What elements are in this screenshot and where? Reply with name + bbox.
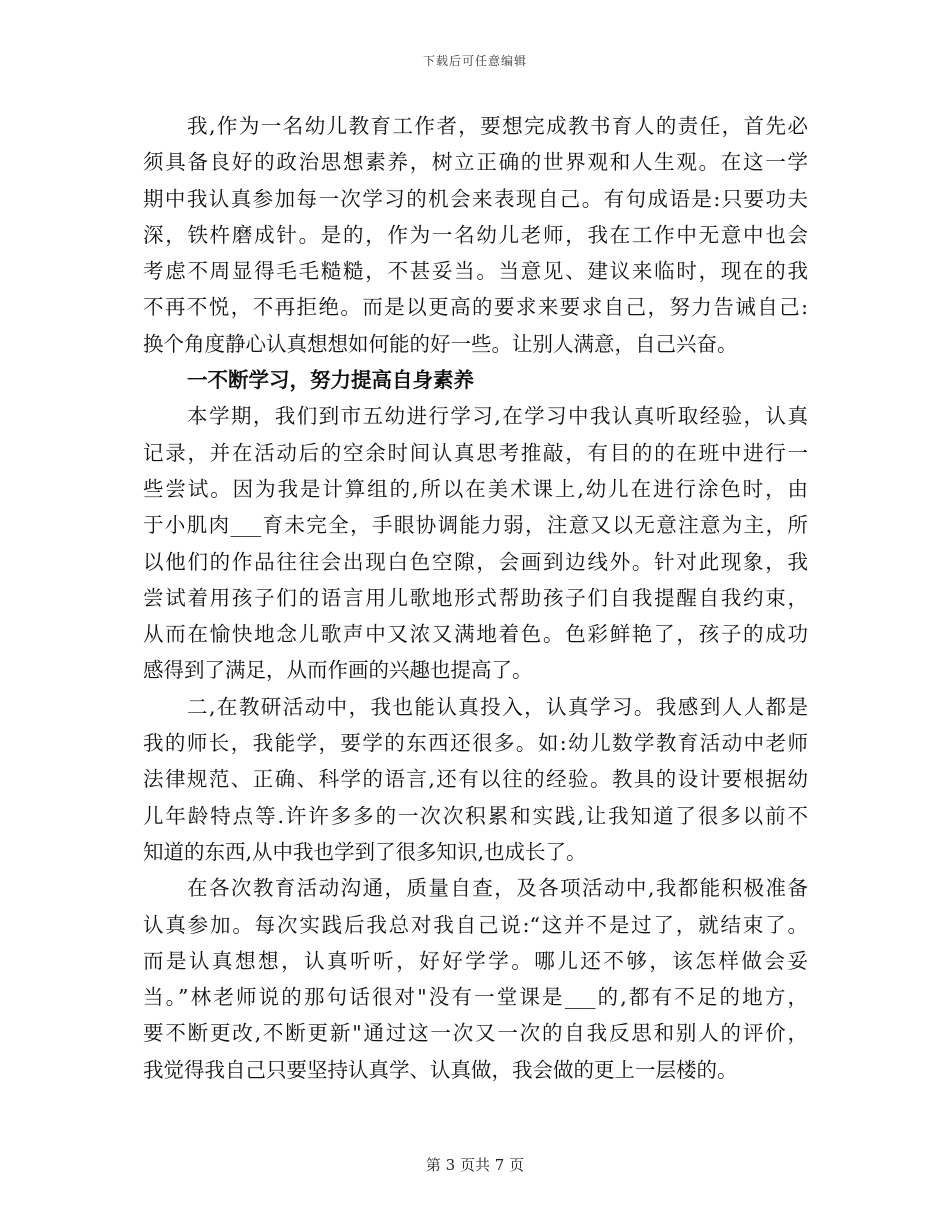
text-line: 深，铁杵磨成针。是的，作为一名幼儿老师，我在工作中无意中也会 — [143, 222, 808, 247]
text-line: 我觉得我自己只要坚持认真学、认真做，我会做的更上一层楼的。 — [143, 1057, 738, 1082]
text-line: 换个角度静心认真想想如何能的好一些。让别人满意，自己兴奋。 — [143, 331, 738, 356]
text-line: 知道的东西,从中我也学到了很多知识,也成长了。 — [143, 839, 587, 864]
page-header-note: 下载后可任意编辑 — [422, 54, 527, 68]
text-line: 要不断更改,不断更新"通过这一次又一次的自我反思和别人的评价， — [143, 1021, 808, 1046]
text-line: 以他们的作品往往会出现白色空隙，会画到边线外。针对此现象，我 — [143, 549, 808, 574]
text-line: 二,在教研活动中，我也能认真投入，认真学习。我感到人人都是 — [187, 694, 808, 719]
text-line: 法律规范、正确、科学的语言,还有以往的经验。教具的设计要根据幼 — [143, 767, 808, 792]
text-line: 我,作为一名幼儿教育工作者，要想完成教书育人的责任，首先必 — [187, 114, 808, 138]
text-line: 须具备良好的政治思想素养，树立正确的世界观和人生观。在这一学 — [143, 150, 808, 175]
text-line: 于小肌肉___育未完全，手眼协调能力弱，注意又以无意注意为主，所 — [143, 513, 808, 538]
text-line: 认真参加。每次实践后我总对我自己说:“这并不是过了，就结束了。 — [143, 912, 808, 937]
text-line: 儿年龄特点等.许许多多的一次次积累和实践,让我知道了很多以前不 — [143, 803, 808, 828]
text-line: 尝试着用孩子们的语言用儿歌地形式帮助孩子们自我提醒自我约束， — [143, 585, 808, 610]
text-line: 我的师长，我能学，要学的东西还很多。如:幼儿数学教育活动中老师 — [143, 731, 808, 756]
document-body — [143, 108, 808, 1088]
page-number: 第 3 页共 7 页 — [425, 1156, 525, 1174]
text-line: 不再不悦，不再拒绝。而是以更高的要求来要求自己，努力告诫自己: — [143, 295, 808, 320]
text-line: 在各次教育活动沟通，质量自查，及各项活动中,我都能积极准备 — [187, 876, 808, 901]
text-line: 记录，并在活动后的空余时间认真思考推敲，有目的的在班中进行一 — [143, 440, 808, 465]
text-line: 而是认真想想，认真听听，好好学学。哪儿还不够，该怎样做会妥 — [143, 948, 808, 973]
text-line: 感得到了满足，从而作画的兴趣也提高了。 — [143, 658, 533, 683]
text-line: 当。”林老师说的那句话很对"没有一堂课是___的,都有不足的地方， — [143, 985, 808, 1010]
text-line: 考虑不周显得毛毛糙糙，不甚妥当。当意见、建议来临时，现在的我 — [143, 259, 808, 284]
section-heading: 一不断学习，努力提高自身素养 — [187, 368, 474, 393]
text-line: 些尝试。因为我是计算组的,所以在美术课上,幼儿在进行涂色时，由 — [143, 476, 808, 501]
text-line: 本学期，我们到市五幼进行学习,在学习中我认真听取经验，认真 — [187, 404, 808, 429]
text-line: 期中我认真参加每一次学习的机会来表现自己。有句成语是:只要功夫 — [143, 186, 808, 211]
text-line: 从而在愉快地念儿歌声中又浓又满地着色。色彩鲜艳了，孩子的成功 — [143, 622, 808, 647]
